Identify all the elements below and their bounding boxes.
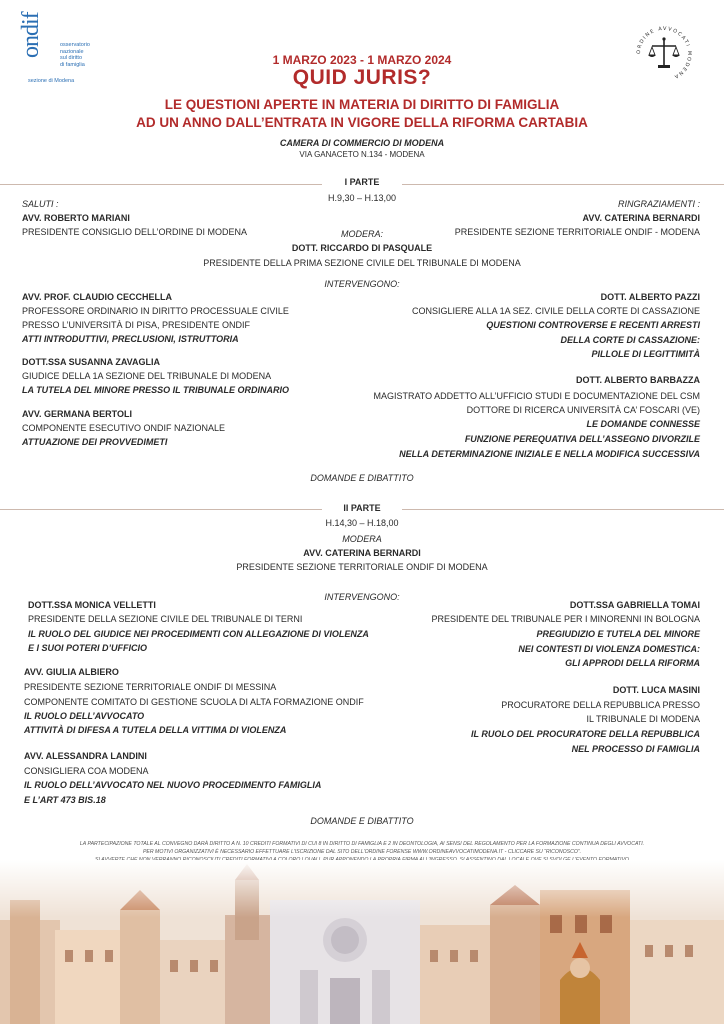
speaker-role: COMPONENTE COMITATO DI GESTIONE SCUOLA DI ALTA FORMAZIONE ONDIF — [24, 697, 364, 707]
part-label: I PARTE — [322, 177, 402, 187]
talk-topic: PREGIUDIZIO E TUTELA DEL MINORE — [536, 629, 700, 639]
speaker-name: AVV. GERMANA BERTOLI — [22, 409, 133, 419]
speaker-role: MAGISTRATO ADDETTO ALL’UFFICIO STUDI E DOCUMENTAZIONE DEL CSM — [373, 391, 700, 401]
moderator-label: MODERA: — [340, 229, 383, 239]
speaker-role: PROFESSORE ORDINARIO IN DIRITTO PROCESSUALE CIVILE — [22, 306, 289, 316]
page-subtitle: AD UN ANNO DALL’ENTRATA IN VIGORE DELLA RIFORMA CARTABIA — [136, 115, 588, 130]
speaker-role: PRESSO L’UNIVERSITÀ DI PISA, PRESIDENTE ONDIF — [22, 320, 251, 330]
moderator-name: DOTT. RICCARDO DI PASQUALE — [291, 243, 433, 253]
speaker-name: DOTT.SSA GABRIELLA TOMAI — [569, 600, 700, 610]
speaker-role: PRESIDENTE CONSIGLIO DELL’ORDINE DI MODENA — [22, 227, 248, 237]
speaker-name: AVV. ALESSANDRA LANDINI — [24, 751, 147, 761]
talk-topic: ATTIVITÀ DI DIFESA A TUTELA DELLA VITTIMA DI VIOLENZA — [24, 725, 287, 735]
ondif-logo-line: sul diritto — [60, 55, 83, 61]
moderator-role: PRESIDENTE DELLA PRIMA SEZIONE CIVILE DEL TRIBUNALE DI MODENA — [203, 258, 521, 268]
talk-topic: E I SUOI POTERI D’UFFICIO — [28, 643, 148, 653]
talk-topic: ATTUAZIONE DEI PROVVEDIMETI — [22, 437, 168, 447]
speaker-role: CONSIGLIERA COA MODENA — [24, 766, 149, 776]
session-time: H.9,30 – H.13,00 — [327, 193, 397, 203]
session-time: H.14,30 – H.18,00 — [325, 518, 399, 528]
venue: CAMERA DI COMMERCIO DI MODENA — [279, 138, 445, 148]
speakers-label: INTERVENGONO: — [324, 592, 400, 602]
talk-topic: IL RUOLO DELL’AVVOCATO NEL NUOVO PROCEDIMENTO FAMIGLIA — [24, 780, 322, 790]
ondif-logo-line: nazionale — [60, 48, 84, 55]
speaker-role: CONSIGLIERE ALLA 1A SEZ. CIVILE DELLA CORTE DI CASSAZIONE — [412, 306, 700, 316]
speaker-role: PRESIDENTE DELLA SEZIONE CIVILE DEL TRIBUNALE DI TERNI — [28, 614, 303, 624]
closing-note: DOMANDE E DIBATTITO — [310, 473, 414, 483]
speaker-role: COMPONENTE ESECUTIVO ONDIF NAZIONALE — [22, 423, 226, 433]
talk-topic: LE DOMANDE CONNESSE — [586, 419, 700, 429]
speaker-role: PRESIDENTE SEZIONE TERRITORIALE ONDIF - MODENA — [454, 227, 700, 237]
city-illustration — [0, 860, 724, 1024]
talk-topic: GLI APPRODI DELLA RIFORMA — [565, 658, 700, 668]
speaker-role: PROCURATORE DELLA REPUBBLICA PRESSO — [501, 700, 700, 710]
speaker-role: PRESIDENTE DEL TRIBUNALE PER I MINORENNI IN BOLOGNA — [431, 614, 700, 624]
speaker-role: GIUDICE DELLA 1A SEZIONE DEL TRIBUNALE DI MODENA — [22, 371, 272, 381]
event-dates: 1 MARZO 2023 - 1 MARZO 2024 — [272, 53, 452, 67]
talk-topic: NEL PROCESSO DI FAMIGLIA — [571, 744, 700, 754]
talk-topic: IL RUOLO DEL GIUDICE NEI PROCEDIMENTI CON ALLEGAZIONE DI VIOLENZA — [28, 629, 369, 639]
ondif-logo-line: osservatorio — [60, 42, 90, 48]
ondif-logo-mark: ondif — [18, 12, 44, 58]
speaker-name: AVV. GIULIA ALBIERO — [24, 667, 119, 677]
talk-topic: QUESTIONI CONTROVERSE E RECENTI ARRESTI — [486, 320, 700, 330]
speaker-name: DOTT.SSA MONICA VELLETTI — [28, 600, 156, 610]
talk-topic: ATTI INTRODUTTIVI, PRECLUSIONI, ISTRUTTORIA — [22, 334, 239, 344]
part-label: II PARTE — [322, 503, 402, 513]
speaker-name: DOTT.SSA SUSANNA ZAVAGLIA — [22, 357, 161, 367]
speaker-role: PRESIDENTE SEZIONE TERRITORIALE ONDIF DI MESSINA — [24, 682, 277, 692]
speakers-label: INTERVENGONO: — [324, 279, 400, 289]
closing-note: DOMANDE E DIBATTITO — [310, 816, 414, 826]
page-title: QUID JURIS? — [292, 66, 432, 89]
speaker-name: DOTT. LUCA MASINI — [612, 685, 700, 695]
speaker-role: DOTTORE DI RICERCA UNIVERSITÀ CA’ FOSCARI (VE) — [466, 405, 700, 415]
talk-topic: PILLOLE DI LEGITTIMITÀ — [591, 349, 700, 359]
talk-topic: NEI CONTESTI DI VIOLENZA DOMESTICA: — [518, 644, 700, 654]
speaker-name: AVV. PROF. CLAUDIO CECCHELLA — [22, 292, 173, 302]
talk-topic: FUNZIONE PEREQUATIVA DELL’ASSEGNO DIVORZILE — [464, 434, 700, 444]
speaker-name: DOTT. ALBERTO PAZZI — [600, 292, 700, 302]
footnote: PER MOTIVI ORGANIZZATIVI È NECESSARIO EFFETTUARE L’ISCRIZIONE DAL SITO DELL’ORDINE FORENSE WWW.ORDINEAVVOCATIMODENA.IT - CLICCARE SU “RICONOSCO”. — [142, 849, 582, 855]
talk-topic: DELLA CORTE DI CASSAZIONE: — [560, 335, 700, 345]
ondif-logo-line: di famiglia — [60, 61, 85, 68]
moderator-name: AVV. CATERINA BERNARDI — [303, 548, 421, 558]
speaker-name: DOTT. ALBERTO BARBAZZA — [576, 375, 700, 385]
talk-topic: IL RUOLO DEL PROCURATORE DELLA REPUBBLICA — [470, 729, 700, 739]
ondif-logo-section: sezione di Modena — [28, 78, 75, 84]
moderator-role: PRESIDENTE SEZIONE TERRITORIALE ONDIF DI MODENA — [236, 562, 488, 572]
page-subtitle: LE QUESTIONI APERTE IN MATERIA DI DIRITTO DI FAMIGLIA — [164, 97, 560, 112]
seal-ring-text: ORDINE AVVOCATI MODENA — [635, 25, 693, 80]
speaker-name: AVV. CATERINA BERNARDI — [582, 213, 700, 223]
footnote: LA PARTECIPAZIONE TOTALE AL CONVEGNO DARÀ DIRITTO A N. 10 CREDITI FORMATIVI DI CUI 8 IN DIRITTO DI FAMIGLIA E 2 IN DEONTOLOGIA, AI SENSI DEL REGOLAMENTO PER LA FORMAZIONE CONTINUA DEGLI AVVOCATI. — [79, 841, 645, 847]
moderator-label: MODERA — [342, 534, 382, 544]
talk-topic: LA TUTELA DEL MINORE PRESSO IL TRIBUNALE ORDINARIO — [22, 385, 290, 395]
speaker-role: IL TRIBUNALE DI MODENA — [586, 714, 700, 724]
venue-address: VIA GANACETO N.134 - MODENA — [299, 150, 425, 159]
ringraziamenti-label: RINGRAZIAMENTI : — [617, 199, 700, 209]
saluti-label: SALUTI : — [22, 199, 59, 209]
speaker-name: AVV. ROBERTO MARIANI — [22, 213, 130, 223]
talk-topic: E L’ART 473 BIS.18 — [24, 795, 106, 805]
talk-topic: NELLA DETERMINAZIONE INIZIALE E NELLA MODIFICA SUCCESSIVA — [399, 449, 700, 459]
talk-topic: IL RUOLO DELL’AVVOCATO — [24, 711, 145, 721]
